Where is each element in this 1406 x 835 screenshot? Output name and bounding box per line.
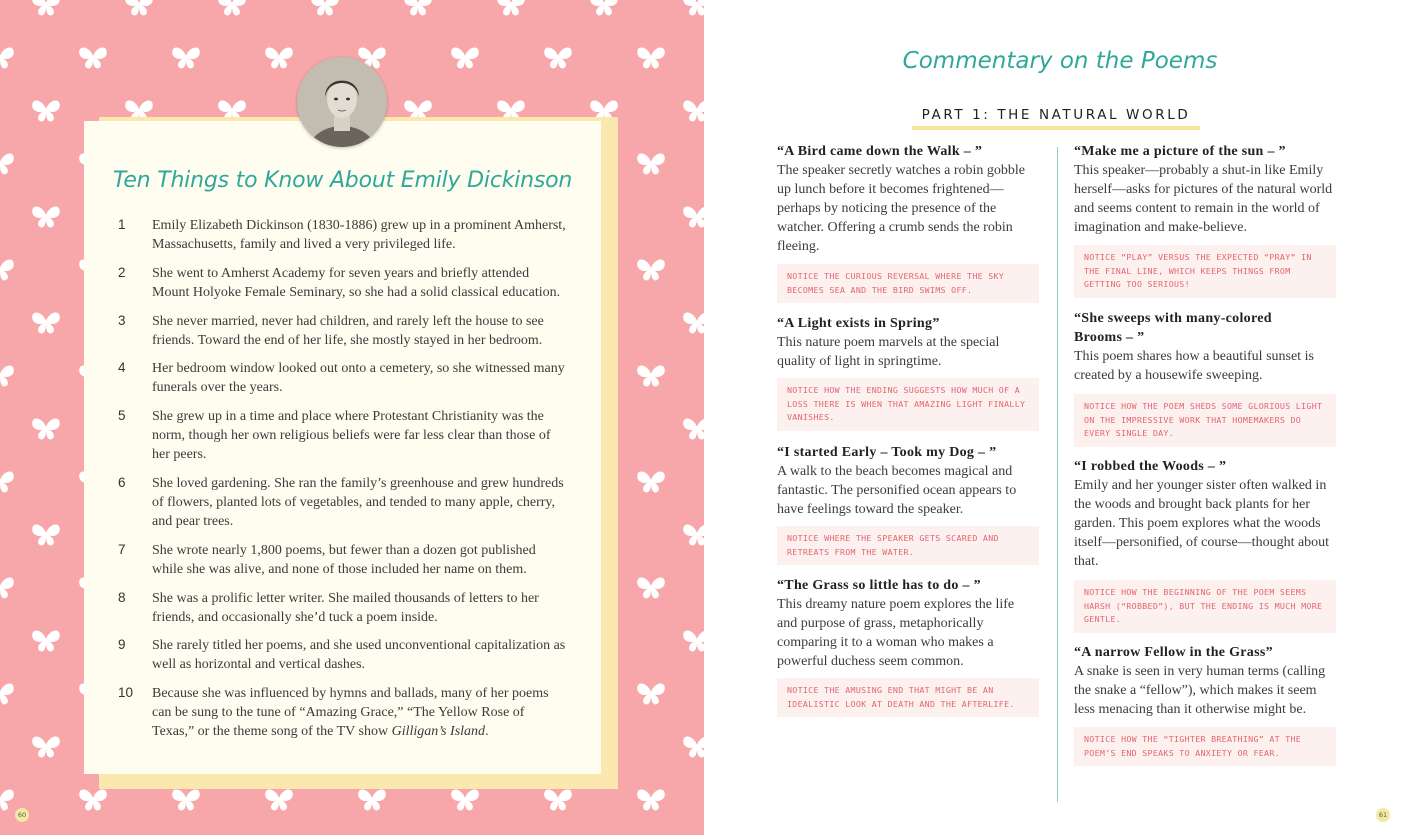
fact-text: She was a prolific letter writer. She mailed thousands of letters to her friends, and occasionally she’d tuck a poem inside. — [152, 591, 539, 625]
poem-description: A walk to the beach becomes magical and fantastic. The personified ocean appears to have feelings toward the speaker. — [777, 464, 1017, 517]
fact-text: She rarely titled her poems, and she used unconventional capitalization as well as horizontal and vertical dashes. — [152, 638, 566, 672]
fact-item — [118, 264, 568, 302]
butterfly-icon — [590, 0, 618, 16]
butterfly-icon — [497, 0, 525, 16]
butterfly-icon — [544, 47, 572, 68]
butterfly-icon — [32, 206, 60, 227]
poem-entry — [777, 576, 1037, 671]
butterfly-icon — [218, 0, 246, 16]
fact-item — [118, 636, 568, 674]
poem-title: “A Light exists in Spring” — [777, 316, 940, 331]
poem-entry — [1074, 457, 1338, 571]
butterfly-icon — [0, 259, 14, 280]
notice-box: NOTICE WHERE THE SPEAKER GETS SCARED AND RETREATS FROM THE WATER. — [777, 526, 1039, 565]
butterfly-icon — [0, 577, 14, 598]
fact-text: She went to Amherst Academy for seven years and briefly attended Mount Holyoke Female Seminary, so she had a solid classical education. — [152, 266, 561, 300]
butterfly-icon — [358, 789, 386, 810]
butterfly-icon — [0, 365, 14, 386]
butterfly-icon — [32, 630, 60, 651]
poem-description: A snake is seen in very human terms (calling the snake a “fellow”), which makes it seem less menacing than it otherwise might be. — [1074, 664, 1326, 717]
poem-title: “A narrow Fellow in the Grass” — [1074, 645, 1273, 660]
poem-entry — [777, 142, 1037, 256]
butterfly-icon — [451, 789, 479, 810]
butterfly-icon — [683, 736, 704, 757]
poem-entry — [777, 314, 1037, 371]
poem-title: “She sweeps with many-colored Brooms – ” — [1074, 311, 1272, 345]
butterfly-icon — [0, 47, 14, 68]
fact-number: 2 — [118, 265, 126, 280]
notice-box: NOTICE HOW THE “TIGHTER BREATHING” AT THE POEM’S END SPEAKS TO ANXIETY OR FEAR. — [1074, 727, 1336, 766]
fact-item — [118, 589, 568, 627]
fact-item — [118, 216, 568, 254]
butterfly-icon — [683, 418, 704, 439]
poem-entry — [1074, 309, 1338, 385]
page-number-right: 61 — [1376, 808, 1390, 822]
fact-text-start: Because she was influenced by hymns and ballads, many of her poems can be sung to the tune of “Amazing Grace,” “The Yellow Rose of Texas,” or the theme song of the TV show — [152, 686, 549, 739]
butterfly-icon — [637, 259, 665, 280]
fact-item — [118, 359, 568, 397]
poem-entry — [1074, 142, 1338, 237]
fact-item — [118, 541, 568, 579]
fact-number: 5 — [118, 408, 126, 423]
butterfly-icon — [32, 100, 60, 121]
butterfly-icon — [637, 47, 665, 68]
butterfly-icon — [683, 524, 704, 545]
butterfly-icon — [544, 789, 572, 810]
page-number-left: 60 — [15, 808, 29, 822]
fact-item — [118, 312, 568, 350]
fact-text: She never married, never had children, and rarely left the house to see friends. Toward the end of her life, she mostly stayed in her bedroom. — [152, 314, 544, 348]
notice-box: NOTICE HOW THE ENDING SUGGESTS HOW MUCH OF A LOSS THERE IS WHEN THAT AMAZING LIGHT FINALLY VANISHES. — [777, 378, 1039, 431]
fact-item — [118, 684, 568, 741]
fact-text-end: . — [485, 724, 489, 739]
butterfly-icon — [683, 100, 704, 121]
fact-text: She loved gardening. She ran the family’s greenhouse and grew hundreds of flowers, planted lots of vegetables, and tended to many apple, cherry, and pear trees. — [152, 476, 564, 529]
butterfly-icon — [32, 524, 60, 545]
butterfly-icon — [637, 471, 665, 492]
fact-item — [118, 474, 568, 531]
poem-description: Emily and her younger sister often walked in the woods and brought back plants for her garden. This poem explores what the woods itself—personified, of course—thought about that. — [1074, 478, 1330, 569]
butterfly-icon — [0, 789, 14, 810]
commentary-title: Commentary on the Poems — [902, 48, 1218, 74]
notice-box: NOTICE HOW THE BEGINNING OF THE POEM SEEMS HARSH (“ROBBED”), BUT THE ENDING IS MUCH MORE GENTLE. — [1074, 580, 1336, 633]
card-title: Ten Things to Know About Emily Dickinson — [112, 168, 573, 193]
butterfly-icon — [0, 471, 14, 492]
fact-number: 8 — [118, 590, 126, 605]
fact-number: 1 — [118, 217, 126, 232]
butterfly-icon — [683, 312, 704, 333]
notice-box: NOTICE THE CURIOUS REVERSAL WHERE THE SKY BECOMES SEA AND THE BIRD SWIMS OFF. — [777, 264, 1039, 303]
butterfly-icon — [0, 683, 14, 704]
fact-number: 4 — [118, 360, 126, 375]
fact-text: Emily Elizabeth Dickinson (1830-1886) grew up in a prominent Amherst, Massachusetts, family and lived a very privileged life. — [152, 218, 566, 252]
poem-description: This nature poem marvels at the special quality of light in springtime. — [777, 335, 1000, 369]
notice-box: NOTICE “PLAY” VERSUS THE EXPECTED “PRAY” IN THE FINAL LINE, WHICH KEEPS THINGS FROM GETTING TOO SERIOUS! — [1074, 245, 1336, 298]
butterfly-icon — [404, 0, 432, 16]
column-divider — [1057, 147, 1058, 802]
poem-title: “Make me a picture of the sun – ” — [1074, 144, 1286, 159]
fact-text: Her bedroom window looked out onto a cemetery, so she witnessed many funerals over the years. — [152, 361, 565, 395]
butterfly-icon — [32, 418, 60, 439]
portrait-image — [297, 57, 387, 147]
fact-number: 7 — [118, 542, 126, 557]
poem-description: This speaker—probably a shut-in like Emily herself—asks for pictures of the natural world and seems content to remain in the world of imagination and make-believe. — [1074, 163, 1333, 235]
butterfly-icon — [32, 736, 60, 757]
poem-description: The speaker secretly watches a robin gobble up lunch before it becomes frightened—perhaps by noticing the presence of the watcher. Offering a crumb sends the robin fleeing. — [777, 163, 1026, 254]
butterfly-icon — [0, 153, 14, 174]
poem-title: “I started Early – Took my Dog – ” — [777, 445, 997, 460]
butterfly-icon — [451, 47, 479, 68]
butterfly-icon — [637, 153, 665, 174]
butterfly-icon — [79, 47, 107, 68]
butterfly-icon — [637, 789, 665, 810]
butterfly-icon — [125, 0, 153, 16]
poem-title: “A Bird came down the Walk – ” — [777, 144, 983, 159]
butterfly-icon — [637, 577, 665, 598]
poem-title: “The Grass so little has to do – ” — [777, 578, 981, 593]
butterfly-icon — [311, 0, 339, 16]
butterfly-icon — [172, 789, 200, 810]
fact-number: 10 — [118, 685, 134, 700]
butterfly-icon — [32, 0, 60, 16]
fact-item — [118, 407, 568, 464]
poem-description: This dreamy nature poem explores the life and purpose of grass, metaphorically comparing it to a woman who makes a powerful duchess seem common. — [777, 597, 1015, 669]
butterfly-icon — [637, 365, 665, 386]
butterfly-icon — [32, 312, 60, 333]
fact-text: She grew up in a time and place where Protestant Christianity was the norm, though her own religious beliefs were far less clear than those of her peers. — [152, 409, 551, 462]
butterfly-icon — [265, 789, 293, 810]
fact-number: 9 — [118, 637, 126, 652]
part-heading: PART 1: THE NATURAL WORLD — [912, 107, 1200, 130]
butterfly-icon — [683, 0, 704, 16]
fact-text — [152, 684, 568, 741]
fact-text: She wrote nearly 1,800 poems, but fewer than a dozen got published while she was alive, and none of those included her name on them. — [152, 543, 536, 577]
poem-entry — [777, 443, 1037, 519]
notice-box: NOTICE HOW THE POEM SHEDS SOME GLORIOUS LIGHT ON THE IMPRESSIVE WORK THAT HOMEMAKERS DO EVERY SINGLE DAY. — [1074, 394, 1336, 447]
fact-number: 6 — [118, 475, 126, 490]
show-title: Gilligan’s Island — [391, 724, 486, 739]
poem-entry — [1074, 643, 1338, 719]
butterfly-icon — [683, 206, 704, 227]
notice-box: NOTICE THE AMUSING END THAT MIGHT BE AN IDEALISTIC LOOK AT DEATH AND THE AFTERLIFE. — [777, 678, 1039, 717]
butterfly-icon — [683, 630, 704, 651]
butterfly-icon — [79, 789, 107, 810]
butterfly-icon — [637, 683, 665, 704]
butterfly-icon — [265, 47, 293, 68]
poem-title: “I robbed the Woods – ” — [1074, 459, 1227, 474]
poem-description: This poem shares how a beautiful sunset is created by a housewife sweeping. — [1074, 349, 1314, 383]
butterfly-icon — [172, 47, 200, 68]
fact-number: 3 — [118, 313, 126, 328]
